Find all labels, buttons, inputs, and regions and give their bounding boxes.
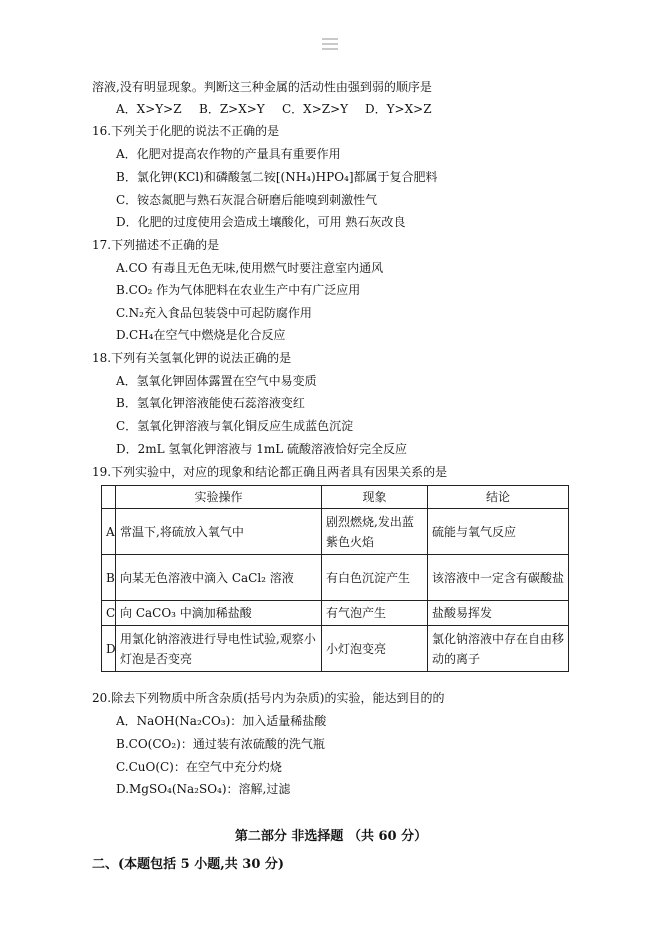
q17-option-d: D.CH₄在空气中燃烧是化合反应: [116, 328, 286, 342]
table-row: [102, 626, 569, 672]
q16-option-a: A．化肥对提高农作物的产量具有重要作用: [116, 147, 341, 161]
q17-option-c: C.N₂充入食品包装袋中可起防腐作用: [116, 306, 312, 320]
scan-mark: [322, 38, 338, 60]
option-d: D．Y>X>Z: [365, 102, 432, 116]
option-c: C．X>Z>Y: [282, 102, 349, 116]
row-label: D: [102, 626, 116, 672]
continued-question-options: [116, 101, 432, 117]
q17-option-a: A.CO 有毒且无色无味,使用燃气时要注意室内通风: [116, 261, 384, 275]
q20-option-d: D.MgSO₄(Na₂SO₄)：溶解,过滤: [116, 782, 291, 796]
row-phenomenon: 剧烈燃烧,发出蓝紫色火焰: [322, 509, 428, 555]
q19-table: [101, 485, 569, 672]
table-row: [102, 601, 569, 626]
row-label: C: [102, 601, 116, 626]
table-header-operation: 实验操作: [116, 486, 322, 509]
part-title: 二、(本题包括 5 小题,共 30 分): [92, 857, 285, 872]
table-row: [102, 509, 569, 555]
q18-option-b: B．氢氧化钾溶液能使石蕊溶液变红: [116, 396, 305, 410]
q16-option-d: D．化肥的过度使用会造成土壤酸化，可用 熟石灰改良: [116, 215, 406, 229]
table-header-row: [102, 486, 569, 509]
table-header-phenomenon: 现象: [322, 486, 428, 509]
row-phenomenon: 有气泡产生: [322, 601, 428, 626]
row-conclusion: 硫能与氧气反应: [428, 509, 569, 555]
q20-stem: 20.除去下列物质中所含杂质(括号内为杂质)的实验，能达到目的的: [92, 691, 445, 705]
q16-stem: 16.下列关于化肥的说法不正确的是: [92, 124, 280, 138]
row-conclusion: 盐酸易挥发: [428, 601, 569, 626]
row-label: B: [102, 555, 116, 601]
row-operation: 常温下,将硫放入氧气中: [116, 509, 322, 555]
table-header-index: [102, 486, 116, 509]
row-phenomenon: 有白色沉淀产生: [322, 555, 428, 601]
section-title: 第二部分 非选择题 （共 60 分）: [234, 829, 428, 844]
table-row: [102, 555, 569, 601]
q18-option-a: A．氢氧化钾固体露置在空气中易变质: [116, 374, 317, 388]
row-phenomenon: 小灯泡变亮: [322, 626, 428, 672]
row-operation: 向某无色溶液中滴入 CaCl₂ 溶液: [116, 555, 322, 601]
q16-option-b: B．氯化钾(KCl)和磷酸氢二铵[(NH₄)HPO₄]都属于复合肥料: [116, 170, 438, 184]
continued-question-text: 溶液,没有明显现象。判断这三种金属的活动性由强到弱的顺序是: [92, 80, 432, 94]
q17-stem: 17.下列描述不正确的是: [92, 238, 220, 252]
q16-option-c: C．铵态氮肥与熟石灰混合研磨后能嗅到刺激性气: [116, 193, 378, 207]
q19-stem: 19.下列实验中，对应的现象和结论都正确且两者具有因果关系的是: [92, 465, 448, 479]
q17-option-b: B.CO₂ 作为气体肥料在农业生产中有广泛应用: [116, 283, 361, 297]
q18-option-c: C．氢氧化钾溶液与氧化铜反应生成蓝色沉淀: [116, 419, 354, 433]
q20-option-a: A．NaOH(Na₂CO₃)：加入适量稀盐酸: [116, 714, 327, 728]
option-a: A．X>Y>Z: [116, 102, 182, 116]
option-b: B．Z>X>Y: [199, 102, 265, 116]
q20-option-c: C.CuO(C)：在空气中充分灼烧: [116, 760, 282, 774]
table-header-conclusion: 结论: [428, 486, 569, 509]
row-operation: 用氯化钠溶液进行导电性试验,观察小灯泡是否变亮: [116, 626, 322, 672]
q20-option-b: B.CO(CO₂)：通过装有浓硫酸的洗气瓶: [116, 737, 325, 751]
q18-option-d: D．2mL 氢氧化钾溶液与 1mL 硫酸溶液恰好完全反应: [116, 442, 408, 456]
q18-stem: 18.下列有关氢氧化钾的说法正确的是: [92, 351, 292, 365]
row-conclusion: 氯化钠溶液中存在自由移动的离子: [428, 626, 569, 672]
row-operation: 向 CaCO₃ 中滴加稀盐酸: [116, 601, 322, 626]
row-label: A: [102, 509, 116, 555]
row-conclusion: 该溶液中一定含有碳酸盐: [428, 555, 569, 601]
